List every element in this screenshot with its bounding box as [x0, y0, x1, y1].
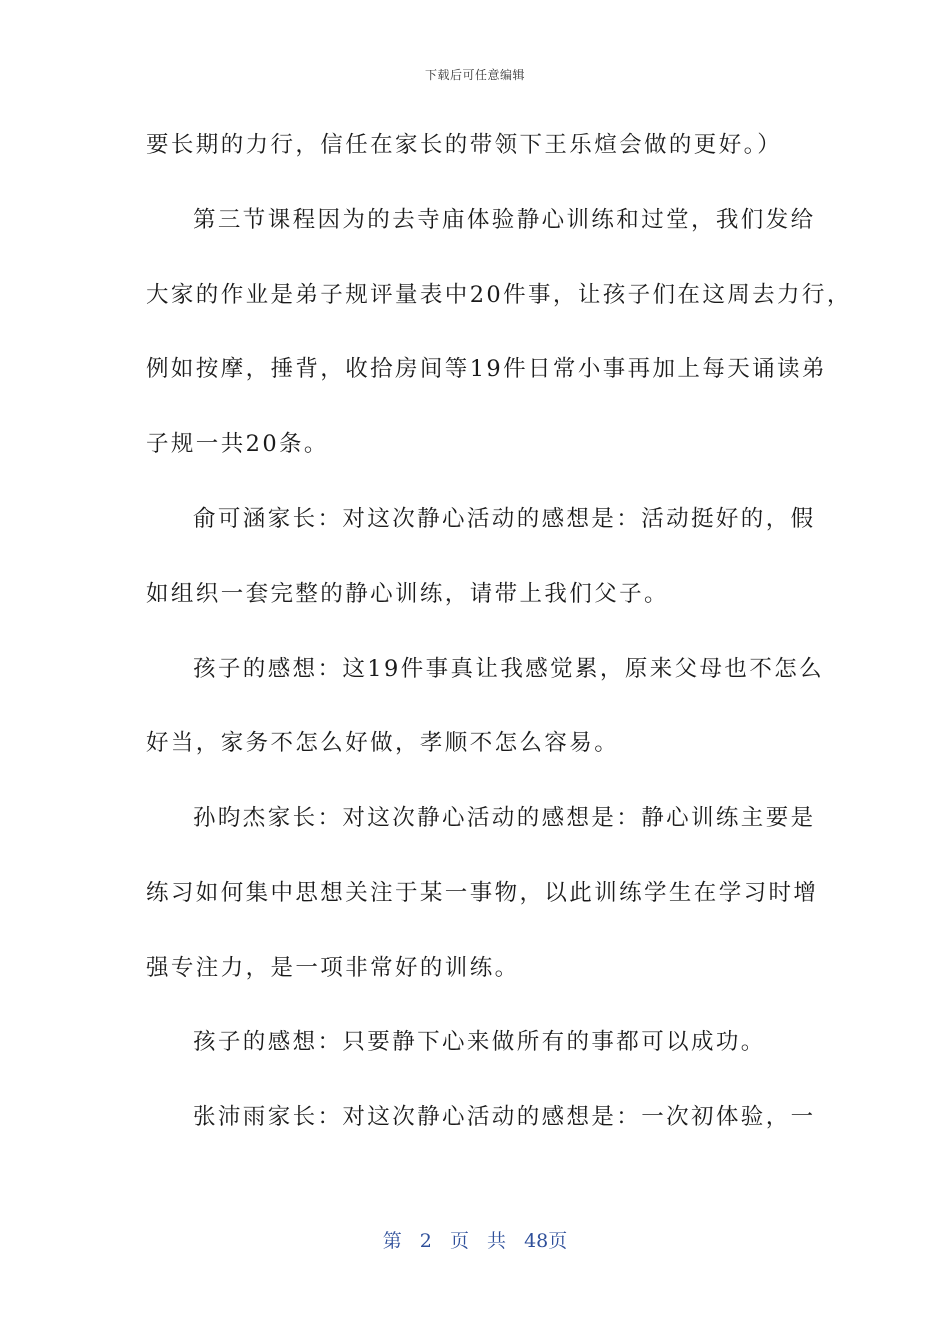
page-footer	[0, 1226, 950, 1253]
text-line: 大家的作业是弟子规评量表中20件事，让孩子们在这周去力行，	[146, 282, 852, 308]
footer-page-number: 2	[419, 1230, 432, 1252]
text-line: 孩子的感想：只要静下心来做所有的事都可以成功。	[193, 1029, 766, 1055]
text-line: 要长期的力行，信任在家长的带领下王乐煊会做的更好。）	[146, 132, 783, 158]
page-header: 下载后可任意编辑	[424, 68, 525, 82]
footer-gong: 共	[487, 1230, 507, 1252]
text-line: 子规一共20条。	[146, 431, 329, 457]
text-line: 第三节课程因为的去寺庙体验静心训练和过堂，我们发给	[193, 207, 816, 233]
text-line: 练习如何集中思想关注于某一事物，以此训练学生在学习时增	[146, 880, 819, 906]
footer-total-pages: 48页	[524, 1230, 568, 1252]
text-line: 孙昀杰家长：对这次静心活动的感想是：静心训练主要是	[193, 805, 816, 831]
footer-ye: 页	[449, 1230, 469, 1252]
text-line: 好当，家务不怎么好做，孝顺不怎么容易。	[146, 730, 620, 756]
text-line: 孩子的感想：这19件事真让我感觉累，原来父母也不怎么	[193, 656, 825, 682]
footer-di: 第	[382, 1230, 402, 1252]
text-line: 强专注力，是一项非常好的训练。	[146, 955, 520, 981]
text-line: 张沛雨家长：对这次静心活动的感想是：一次初体验，一	[193, 1104, 816, 1130]
text-line: 例如按摩，捶背，收拾房间等19件日常小事再加上每天诵读弟	[146, 356, 827, 382]
text-line: 如组织一套完整的静心训练，请带上我们父子。	[146, 581, 669, 607]
text-line: 俞可涵家长：对这次静心活动的感想是：活动挺好的，假	[193, 506, 816, 532]
